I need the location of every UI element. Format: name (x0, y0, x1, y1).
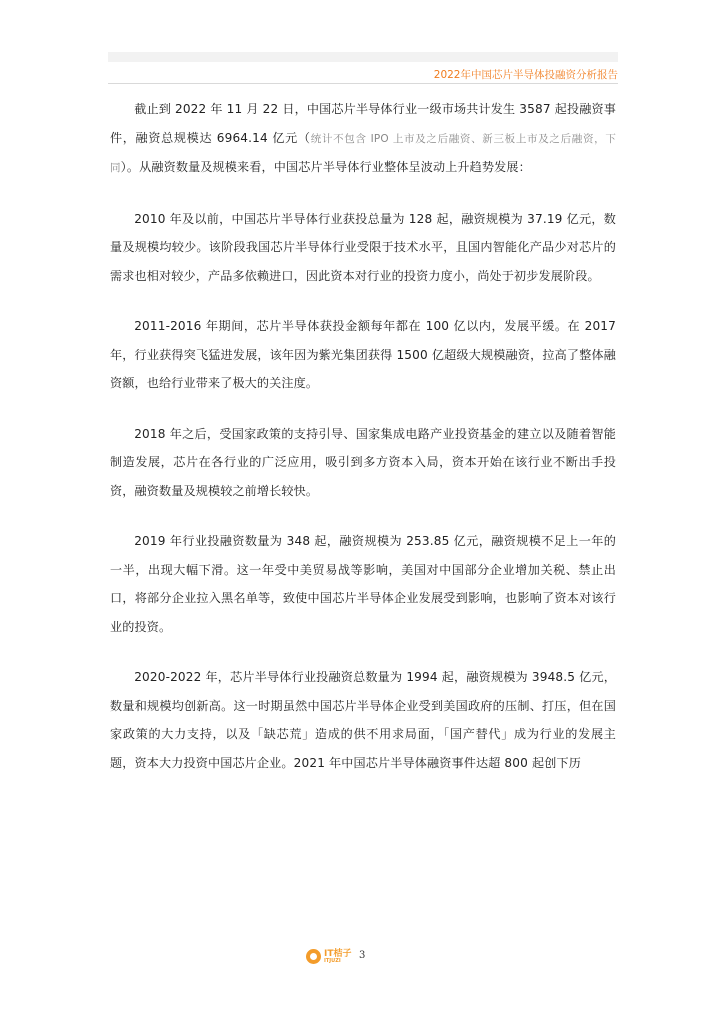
document-body (110, 95, 616, 799)
paragraph-2011-2016: 2011-2016 年期间，芯片半导体获投金额每年都在 100 亿以内，发展平缓。在 2017 年，行业获得突飞猛进发展，该年因为紫光集团获得 1500 亿超级大规模融资，拉高了整体融资额，也给行业带来了极大的关注度。 (110, 319, 616, 390)
paragraph-text-tail: ）。从融资数量及规模来看，中国芯片半导体行业整体呈波动上升趋势发展： (120, 160, 531, 174)
logo-text: IT桔子 (324, 949, 352, 959)
page-footer (0, 945, 724, 969)
page-number: 3 (359, 950, 366, 961)
logo-subtext: ITJUZI (324, 958, 341, 964)
itjuzi-logo (306, 949, 352, 964)
header-bar (108, 52, 618, 62)
paragraph-2010: 2010 年及以前，中国芯片半导体行业获投总量为 128 起，融资规模为 37.19 亿元，数量及规模均较少。该阶段我国芯片半导体行业受限于技术水平，且国内智能化产品少对芯片的需求也相对较少，产品多依赖进口，因此资本对行业的投资力度小，尚处于初步发展阶段。 (110, 211, 616, 283)
report-title: 2022年中国芯片半导体投融资分析报告 (433, 69, 618, 81)
paragraph-2020-2022: 2020-2022 年，芯片半导体行业投融资总数量为 1994 起，融资规模为 3948.5 亿元，数量和规模均创新高。这一时期虽然中国芯片半导体企业受到美国政府的压制、打压，但在国家政策的大力支持，以及「缺芯荒」造成的供不用求局面，「国产替代」成为行业的发展主题，资本大力投资中国芯片企业。2021 年中国芯片半导体融资事件达超 800 起创下历 (110, 670, 616, 770)
paragraph-overview (110, 95, 616, 183)
orange-logo-icon (306, 949, 321, 964)
header-divider (108, 83, 618, 84)
paragraph-2018: 2018 年之后，受国家政策的支持引导、国家集成电路产业投资基金的建立以及随着智能制造发展，芯片在各行业的广泛应用，吸引到多方资本入局，资本开始在该行业不断出手投资，融资数量及规模较之前增长较快。 (110, 426, 616, 498)
statistics-note: 统计不包含 IPO 上市及之后融资、新三板上市及之后融资，下同 (110, 132, 616, 174)
paragraph-2019: 2019 年行业投融资数量为 348 起，融资规模为 253.85 亿元，融资规模不足上一年的一半，出现大幅下滑。这一年受中美贸易战等影响，美国对中国部分企业增加关税、禁止出口，将部分企业拉入黑名单等，致使中国芯片半导体企业发展受到影响，也影响了资本对该行业的投资。 (110, 534, 616, 634)
paragraph-text: 截止到 2022 年 11 月 22 日，中国芯片半导体行业一级市场共计发生 3587 起投融资事件，融资总规模达 6964.14 亿元（ (110, 102, 616, 145)
logo-wordmark (324, 949, 352, 964)
